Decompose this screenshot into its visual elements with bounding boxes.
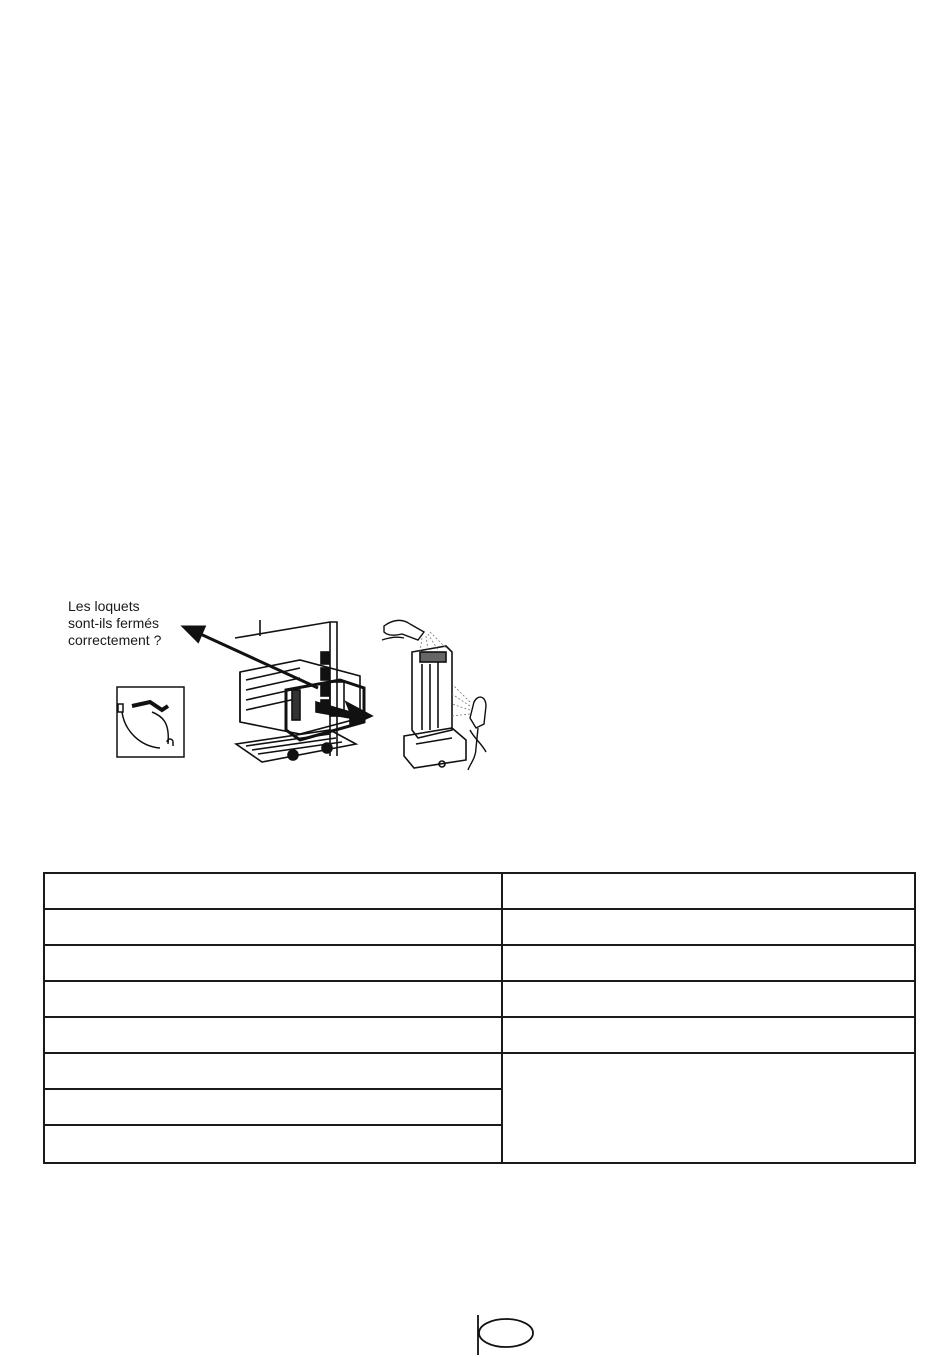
caption-line-1: Les loquets <box>68 598 140 614</box>
table-cell-right-4 <box>503 982 914 1018</box>
pointer-arrow-icon <box>184 627 318 688</box>
table-cell-left-2 <box>45 910 503 946</box>
spray-shower-icon <box>382 620 486 770</box>
table-cell-left-5 <box>45 1018 503 1054</box>
condenser-rinse-icon <box>404 646 466 768</box>
caption-line-3: correctement ? <box>68 632 162 648</box>
table-cell-left-8 <box>45 1126 503 1162</box>
condenser-drawer-icon <box>235 620 372 762</box>
table-cell-left-1 <box>45 874 503 910</box>
data-table <box>43 872 916 1164</box>
table-cell-right-2 <box>503 910 914 946</box>
figure-caption <box>68 598 161 649</box>
table-cell-right-3 <box>503 946 914 982</box>
caption-line-2: sont-ils fermés <box>68 615 160 631</box>
table-cell-left-6 <box>45 1054 503 1090</box>
table-cell-left-4 <box>45 982 503 1018</box>
table-cell-right-merged <box>503 1054 914 1162</box>
table-cell-left-3 <box>45 946 503 982</box>
latch-detail-icon <box>117 687 184 757</box>
language-oval-icon <box>476 1315 536 1355</box>
table-cell-left-7 <box>45 1090 503 1126</box>
table-cell-right-5 <box>503 1018 914 1054</box>
table-cell-right-1 <box>503 874 914 910</box>
